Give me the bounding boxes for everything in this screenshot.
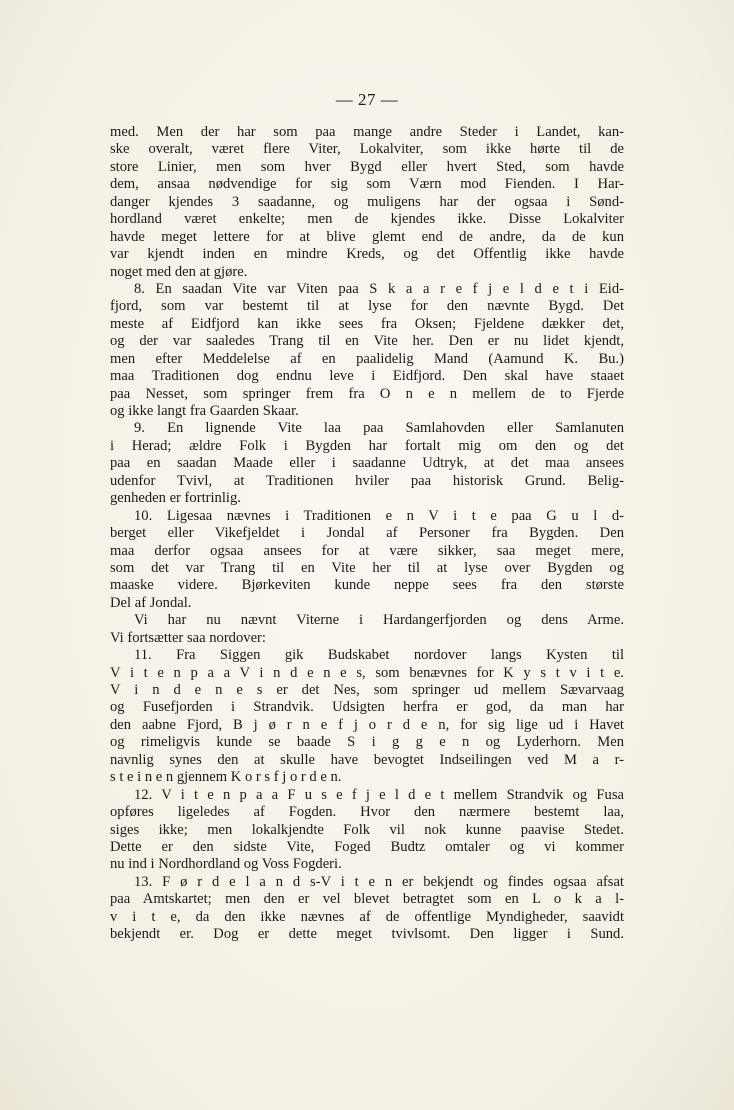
text-line: store Linier, men som hver Bygd eller hvert Sted, som havde xyxy=(110,158,624,175)
text-line: 9. En lignende Vite laa paa Samlahovden eller Samlanuten xyxy=(134,420,624,437)
text-line: paa Nesset, som springer frem fra O n e n mellem de to Fjerde xyxy=(110,385,624,402)
text-line: dem, ansaa nødvendige for sig som Værn mod Fienden. I Har- xyxy=(110,176,624,193)
text-line: paa Amtskartet; men den er vel blevet betragtet som en L o k a l- xyxy=(110,891,624,908)
text-line: men efter Meddelelse af en paalidelig Mand (Aamund K. Bu.) xyxy=(110,350,624,367)
text-line: 8. En saadan Vite var Viten paa S k a a r e f j e l d e t i Eid- xyxy=(134,280,624,297)
text-line: og Fusefjorden i Strandvik. Udsigten herfra er god, da man har xyxy=(110,699,624,716)
text-line: med. Men der har som paa mange andre Steder i Landet, kan- xyxy=(110,124,624,140)
text-line: Del af Jondal. xyxy=(110,594,192,611)
text-line: som det var Trang til en Vite her til at lyse over Bygden og xyxy=(110,559,624,576)
text-line: 12. V i t e n p a a F u s e f j e l d e t mellem Strandvik og Fusa xyxy=(134,786,624,803)
text-line: maa derfor ogsaa ansees for at være sikker, saa meget mere, xyxy=(110,542,624,559)
text-line: 13. F ø r d e l a n d s-V i t e n er bekjendt og findes ogsaa afsat xyxy=(134,873,624,890)
text-line: maaske videre. Bjørkeviten kunde neppe sees fra den største xyxy=(110,577,624,594)
text-line: havde meget lettere for at blive glemt end de andre, da de kun xyxy=(110,228,624,245)
text-line: nu ind i Nordhordland og Voss Fogderi. xyxy=(110,856,342,873)
text-line: navnlig synes den at skulle have bevogtet Indseilingen ved M a r- xyxy=(110,751,624,768)
text-line: i Herad; ældre Folk i Bygden har fortalt mig om den og det xyxy=(110,437,624,454)
text-line: opføres ligeledes af Fogden. Hvor den nærmere bestemt laa, xyxy=(110,804,624,821)
text-line: berget eller Vikefjeldet i Jondal af Personer fra Bygden. Den xyxy=(110,525,624,542)
text-line: bekjendt er. Dog er dette meget tvivlsomt. Den ligger i Sund. xyxy=(110,926,624,943)
text-line: udenfor Tvivl, at Traditionen hviler paa historisk Grund. Belig- xyxy=(110,472,624,489)
text-line: og ikke langt fra Gaarden Skaar. xyxy=(110,403,299,419)
text-line: siges ikke; men lokalkjendte Folk vil nok kunne paavise Stedet. xyxy=(110,821,624,838)
body-text xyxy=(110,124,624,944)
text-line: Vi fortsætter saa nordover: xyxy=(110,629,266,646)
text-line: s t e i n e n gjennem K o r s f j o r d e n. xyxy=(110,769,342,786)
text-line: V i n d e n e s er det Nes, som springer ud mellem Sævarvaag xyxy=(110,682,624,698)
text-line: paa en saadan Maade eller i saadanne Udtryk, at det maa ansees xyxy=(110,455,624,472)
text-line: og rimeligvis kunde se baade S i g g e n og Lyderhorn. Men xyxy=(110,734,624,751)
text-line: og der var saaledes Trang til en Vite her. Den er nu lidet kjendt, xyxy=(110,333,624,350)
text-line: meste af Eidfjord kan ikke sees fra Oksen; Fjeldene dækker det, xyxy=(110,315,624,332)
text-line: ske overalt, været flere Viter, Lokalviter, som ikke hørte til de xyxy=(110,141,624,158)
text-line: Vi har nu nævnt Viterne i Hardangerfjorden og dens Arme. xyxy=(134,612,624,629)
text-line: 11. Fra Siggen gik Budskabet nordover langs Kysten til xyxy=(134,647,624,664)
text-line: hordland været enkelte; men de kjendes ikke. Disse Lokalviter xyxy=(110,211,624,228)
text-line: v i t e, da den ikke nævnes af de offentlige Myndigheder, saavidt xyxy=(110,908,624,925)
page-number: — 27 — xyxy=(335,90,399,109)
text-line: maa Traditionen dog endnu leve i Eidfjord. Den skal have staaet xyxy=(110,368,624,385)
text-line: var kjendt inden en mindre Kreds, og det Offentlig ikke havde xyxy=(110,246,624,263)
text-line: danger kjendes 3 saadanne, og muligens har der ogsaa i Sønd- xyxy=(110,193,624,210)
text-line: V i t e n p a a V i n d e n e s, som benævnes for K y s t v i t e. xyxy=(110,664,624,681)
text-line: den aabne Fjord, B j ø r n e f j o r d e n, for sig lige ud i Havet xyxy=(110,716,624,733)
text-line: 10. Ligesaa nævnes i Traditionen e n V i t e paa G u l d- xyxy=(134,507,624,524)
text-line: fjord, som var bestemt til at lyse for den nævnte Bygd. Det xyxy=(110,298,624,315)
text-line: noget med den at gjøre. xyxy=(110,263,248,280)
text-line: Dette er den sidste Vite, Foged Budtz omtaler og vi kommer xyxy=(110,838,624,855)
text-line: genheden er fortrinlig. xyxy=(110,490,241,507)
